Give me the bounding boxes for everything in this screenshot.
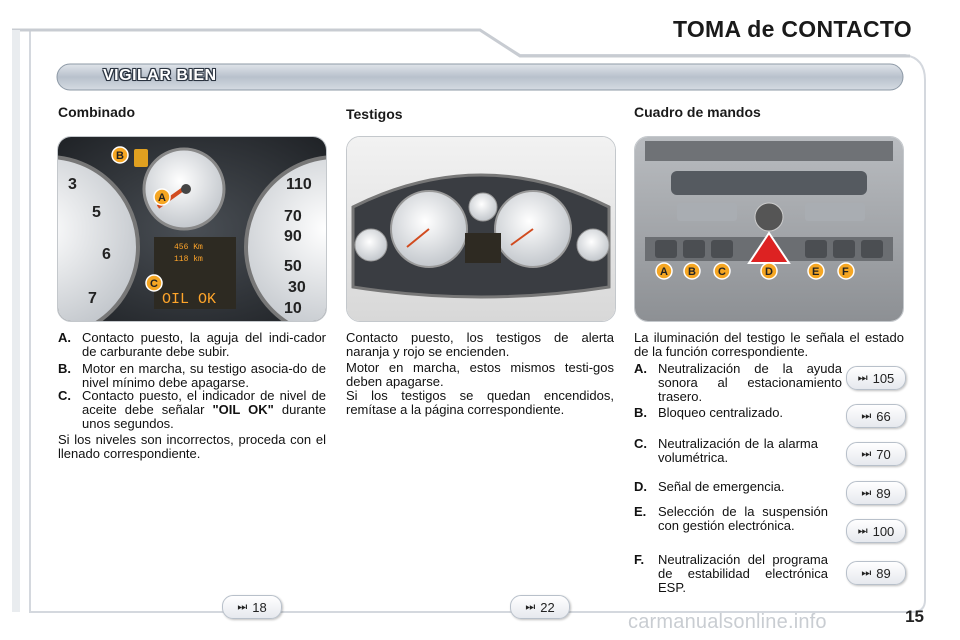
callout-label-d: D — [765, 266, 773, 278]
svg-text:110: 110 — [286, 176, 312, 193]
page-ref-number: 89 — [876, 485, 891, 501]
combinado-footer: Si los niveles son incorrectos, proceda con el llenado correspondiente. — [58, 432, 326, 461]
page-ref-number: 89 — [876, 565, 891, 581]
testigos-paragraph-3: Si los testigos se quedan encendidos, remítase a la página correspondiente. — [346, 388, 614, 417]
svg-text:7: 7 — [88, 290, 97, 307]
page-ref-link[interactable] — [846, 442, 906, 466]
item-text: Bloqueo centralizado. — [658, 405, 784, 420]
skip-forward-icon: ⏭ — [857, 371, 868, 384]
svg-text:70: 70 — [284, 208, 302, 225]
column-title-combinado: Combinado — [58, 104, 135, 120]
page-ref-link[interactable] — [846, 404, 906, 428]
range-readout-1: 456 Km — [174, 243, 203, 252]
page-number: 15 — [905, 607, 924, 626]
instrument-cluster-photo — [57, 136, 327, 322]
page-ref-link[interactable] — [846, 519, 906, 543]
callout-label-c: C — [718, 266, 726, 278]
item-text: Motor en marcha, su testigo asocia-do de nivel mínimo debe apagarse. — [82, 361, 326, 390]
testigos-paragraph-2: Motor en marcha, estos mismos testi-gos deben apagarse. — [346, 360, 614, 389]
page-title: TOMA de CONTACTO — [672, 16, 912, 42]
testigos-paragraph-1: Contacto puesto, los testigos de alerta naranja y rojo se encienden. — [346, 330, 614, 359]
item-label: F. — [634, 552, 645, 567]
item-text — [82, 389, 326, 431]
svg-text:30: 30 — [288, 279, 306, 296]
callout-label-c: C — [150, 278, 158, 290]
range-readout-2: 118 km — [174, 255, 203, 264]
item-label: D. — [634, 479, 647, 494]
item-label: A. — [634, 361, 647, 376]
skip-forward-icon: ⏭ — [861, 447, 872, 460]
svg-text:3: 3 — [68, 176, 77, 193]
item-label: B. — [634, 405, 647, 420]
item-text-part: Contacto puesto, el indicador de nivel de aceite debe señalar — [82, 388, 326, 417]
page-ref-number: 18 — [252, 599, 267, 615]
item-text: Selección de la suspensión con gestión electrónica. — [658, 504, 828, 533]
item-label: E. — [634, 504, 647, 519]
console-photo — [634, 136, 904, 322]
item-text-part: durante unos segundos. — [82, 402, 326, 431]
section-title: VIGILAR BIEN — [103, 67, 217, 84]
item-text: Neutralización de la alarma volumétrica. — [658, 436, 818, 465]
svg-text:90: 90 — [284, 228, 302, 245]
cuadro-intro: La iluminación del testigo le señala el estado de la función correspondiente. — [634, 330, 904, 359]
item-label: C. — [634, 436, 647, 451]
page-ref-link[interactable] — [510, 595, 570, 619]
skip-forward-icon: ⏭ — [861, 566, 872, 579]
oil-ok-emphasis: "OIL OK" — [212, 402, 274, 417]
item-label: B. — [58, 361, 71, 376]
item-label: A. — [58, 330, 71, 345]
column-title-cuadro: Cuadro de mandos — [634, 104, 761, 120]
callout-label-f: F — [842, 266, 849, 278]
skip-forward-icon: ⏭ — [861, 409, 872, 422]
svg-text:10: 10 — [284, 300, 302, 317]
item-text: Neutralización del programa de estabilidad electrónica ESP. — [658, 552, 828, 595]
svg-text:6: 6 — [102, 246, 111, 263]
page-ref-number: 100 — [872, 523, 895, 539]
item-text: Señal de emergencia. — [658, 479, 785, 494]
page-ref-link[interactable] — [222, 595, 282, 619]
callout-label-b: B — [116, 150, 124, 162]
skip-forward-icon: ⏭ — [861, 486, 872, 499]
page-ref-link[interactable] — [846, 366, 906, 390]
page-ref-number: 70 — [876, 446, 891, 462]
item-label: C. — [58, 388, 71, 403]
column-title-testigos: Testigos — [346, 106, 403, 122]
page-ref-number: 105 — [872, 370, 895, 386]
svg-text:50: 50 — [284, 258, 302, 275]
callout-label-e: E — [812, 266, 820, 278]
callout-label-a: A — [158, 192, 166, 204]
item-text: Contacto puesto, la aguja del indi-cador de carburante debe subir. — [82, 330, 326, 359]
oil-ok-readout: OIL OK — [162, 291, 217, 308]
callout-label-b: B — [688, 266, 696, 278]
page-ref-link[interactable] — [846, 561, 906, 585]
skip-forward-icon: ⏭ — [857, 524, 868, 537]
dashboard-photo — [346, 136, 616, 322]
item-text: Neutralización de la ayuda sonora al estacionamiento trasero. — [658, 361, 842, 404]
svg-text:5: 5 — [92, 204, 101, 221]
page-ref-link[interactable] — [846, 481, 906, 505]
skip-forward-icon: ⏭ — [237, 600, 248, 613]
page-ref-number: 22 — [540, 599, 555, 615]
skip-forward-icon: ⏭ — [525, 600, 536, 613]
watermark: carmanualsonline.info — [628, 611, 827, 633]
callout-label-a: A — [660, 266, 668, 278]
page-ref-number: 66 — [876, 408, 891, 424]
